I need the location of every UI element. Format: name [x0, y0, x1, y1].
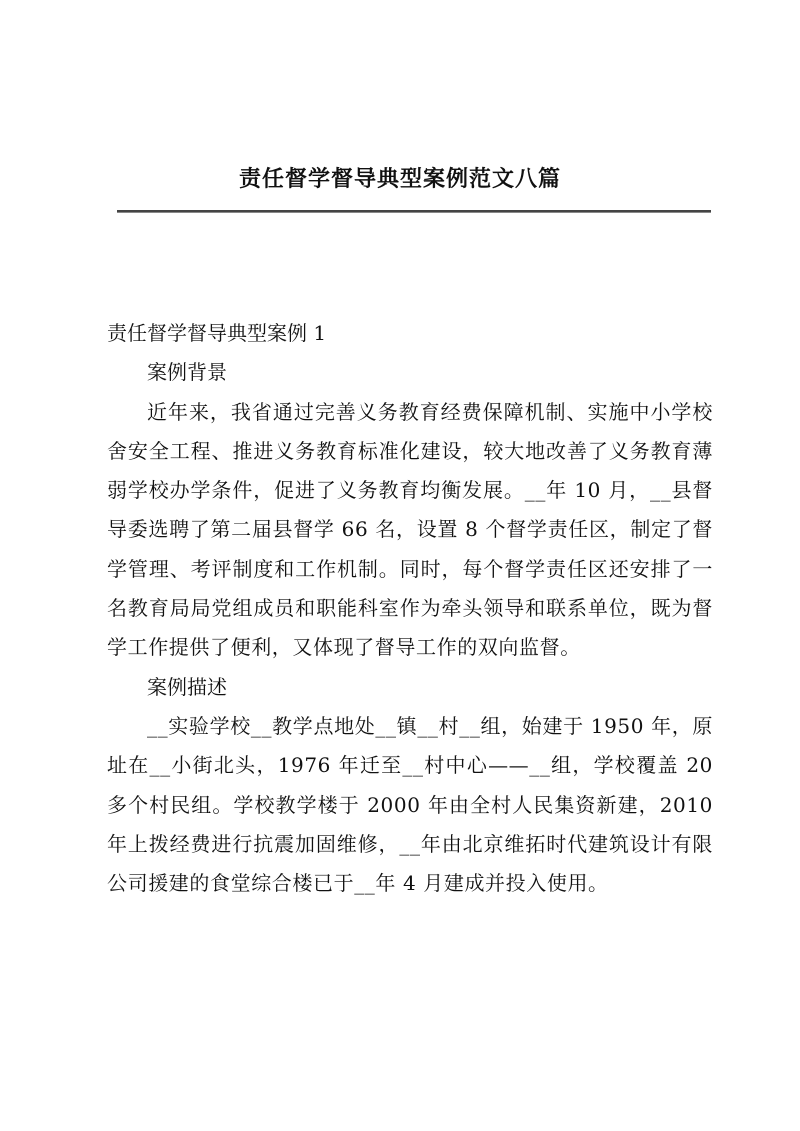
document-title: 责任督学督导典型案例范文八篇: [238, 166, 561, 192]
paragraph-description: __实验学校__教学点地处__镇__村__组，始建于 1950 年，原址在__小街北头，1976 年迁至__村中心——__组，学校覆盖 20 多个村民组。学校教学楼于 2000 年由全村人民集资新建，2010 年上拨经费进行抗震加固维修，__年由北京维拓时代建筑设计有限公司援建的食堂综合楼已于__年 4 月建成并投入使用。: [107, 713, 713, 896]
subheading-background: 案例背景: [147, 360, 227, 385]
document-body: [107, 314, 713, 903]
title-divider: [117, 210, 711, 213]
paragraph-background: 近年来，我省通过完善义务教育经费保障机制、实施中小学校舍安全工程、推进义务教育标准化建设，较大地改善了义务教育薄弱学校办学条件，促进了义务教育均衡发展。__年 10 月，__县督导委选聘了第二届县督学 66 名，设置 8 个督学责任区，制定了督学管理、考评制度和工作机制。同时，每个督学责任区还安排了一名教育局局党组成员和职能科室作为牵头领导和联系单位，既为督学工作提供了便利，又体现了督导工作的双向监督。: [107, 399, 713, 660]
section-heading: 责任督学督导典型案例 1: [107, 321, 327, 345]
subheading-description: 案例描述: [147, 674, 227, 699]
